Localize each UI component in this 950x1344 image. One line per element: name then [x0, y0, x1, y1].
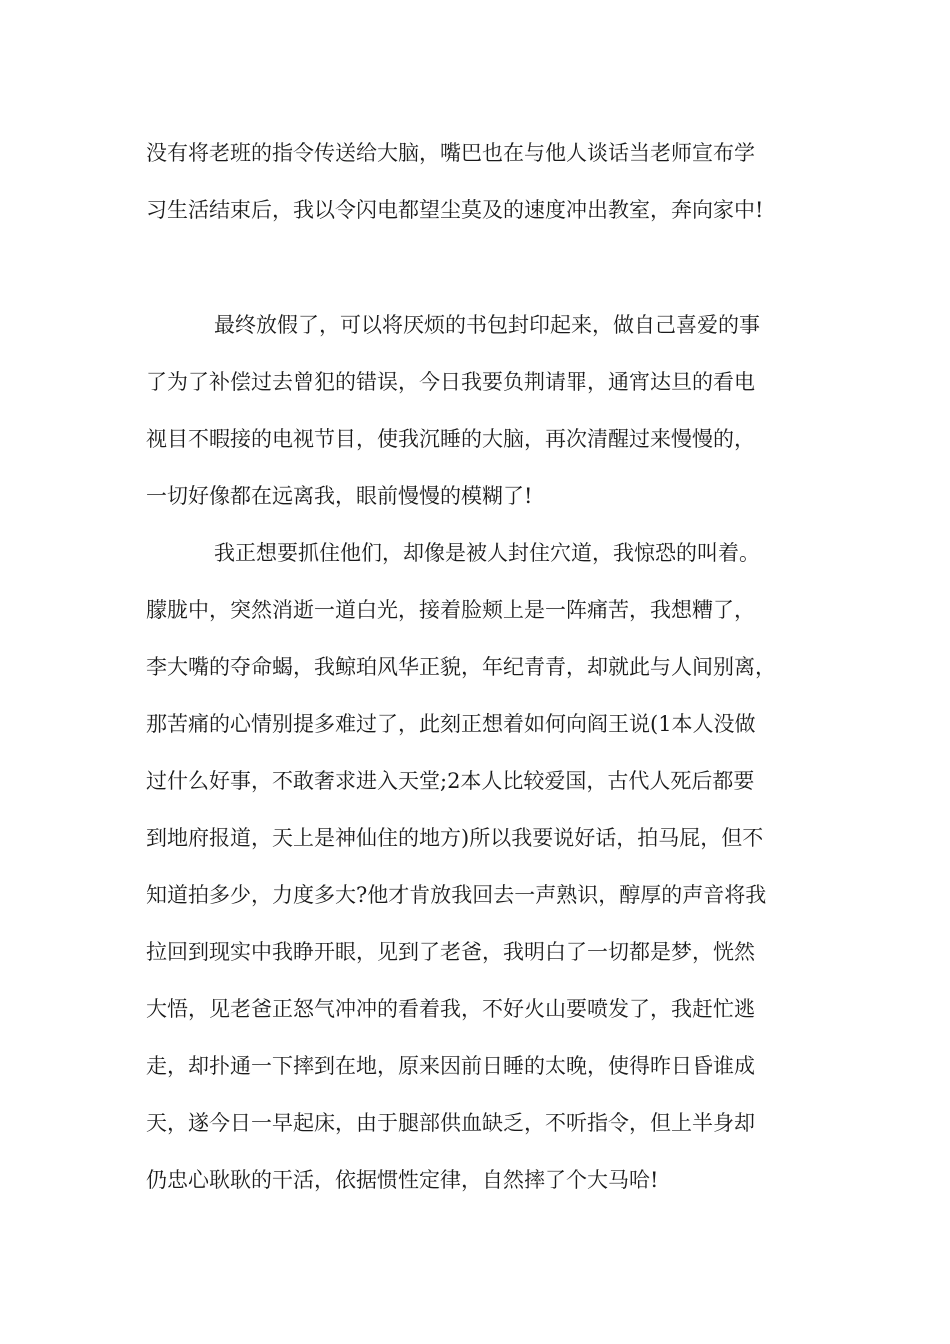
- text-line: 走，却扑通一下摔到在地，原来因前日睡的太晚，使得昨日昏谁成: [146, 1054, 755, 1078]
- text-line: 一切好像都在远离我，眼前慢慢的模糊了!: [146, 484, 533, 508]
- text-line: 了为了补偿过去曾犯的错误，今日我要负荆请罪，通宵达旦的看电: [146, 370, 755, 394]
- text-line: 李大嘴的夺命蝎，我鲸珀风华正貌，年纪青青，却就此与人间别离，: [146, 655, 776, 679]
- text-line: 知道拍多少，力度多大?他才肯放我回去一声熟识，醇厚的声音将我: [146, 883, 767, 907]
- text-line: 拉回到现实中我睁开眼，见到了老爸，我明白了一切都是梦，恍然: [146, 940, 755, 964]
- text-line: 没有将老班的指令传送给大脑，嘴巴也在与他人谈话当老师宣布学: [146, 141, 755, 165]
- text-line: 天，遂今日一早起床，由于腿部供血缺乏，不听指令，但上半身却: [146, 1111, 755, 1135]
- text-line: 大悟，见老爸正怒气冲冲的看着我，不好火山要喷发了，我赶忙逃: [146, 997, 755, 1021]
- text-line: 习生活结束后，我以令闪电都望尘莫及的速度冲出教室，奔向家中!: [146, 198, 764, 222]
- text-line: 视目不暇接的电视节目，使我沉睡的大脑，再次清醒过来慢慢的，: [146, 427, 755, 451]
- text-line: 过什么好事，不敢奢求进入天堂;2本人比较爱国，古代人死后都要: [146, 769, 755, 793]
- text-line: 那苦痛的心情别提多难过了，此刻正想着如何向阎王说(1本人没做: [146, 712, 756, 736]
- text-line: 朦胧中，突然消逝一道白光，接着脸颊上是一阵痛苦，我想糟了，: [146, 598, 755, 622]
- text-line: 仍忠心耿耿的干活，依据惯性定律，自然摔了个大马哈!: [146, 1168, 659, 1192]
- text-line: 到地府报道，天上是神仙住的地方)所以我要说好话，拍马屁，但不: [146, 826, 764, 850]
- paragraph-first-line: 我正想要抓住他们，却像是被人封住穴道，我惊恐的叫着。: [214, 541, 760, 565]
- paragraph-first-line: 最终放假了，可以将厌烦的书包封印起来，做自己喜爱的事: [214, 313, 760, 337]
